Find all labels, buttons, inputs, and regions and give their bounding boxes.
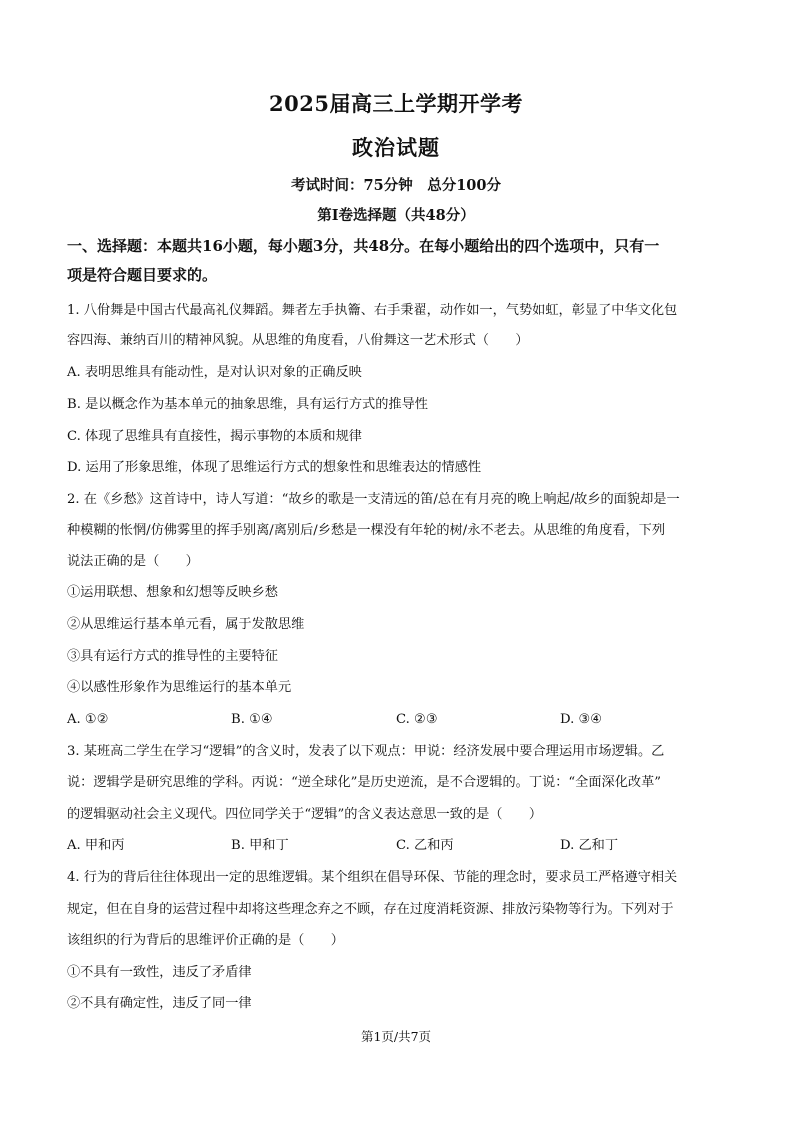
q3-option-d: D. 乙和丁 <box>560 838 619 853</box>
section-instruction <box>67 232 737 290</box>
q4-stem-line-3: 该组织的行为背后的思维评价正确的是（ ） <box>67 933 344 948</box>
q1-stem-line-2: 容四海、兼纳百川的精神风貌。从思维的角度看，八佾舞这一艺术形式（ ） <box>67 333 529 348</box>
part-heading: 第Ⅰ卷选择题（共48分） <box>317 207 475 224</box>
q1-option-a: A. 表明思维具有能动性，是对认识对象的正确反映 <box>67 365 362 380</box>
q1-option-d: D. 运用了形象思维，体现了思维运行方式的想象性和思维表达的情感性 <box>67 460 482 475</box>
q4-stem-line-1: 4. 行为的背后往往体现出一定的思维逻辑。某个组织在倡导环保、节能的理念时，要求员工严格遵守相关 <box>67 870 678 885</box>
q1-stem-line-1: 1. 八佾舞是中国古代最高礼仪舞蹈。舞者左手执籥、右手秉翟，动作如一，气势如虹，彰显了中华文化包 <box>67 303 678 318</box>
subject-title: 政治试题 <box>352 135 440 160</box>
q3-option-c: C. 乙和丙 <box>396 838 454 853</box>
q4-item-2: ②不具有确定性，违反了同一律 <box>67 996 252 1011</box>
instruction-line-1: 一、选择题：本题共16小题，每小题3分，共48分。在每小题给出的四个选项中，只有一 <box>67 237 660 255</box>
q2-item-1: ①运用联想、想象和幻想等反映乡愁 <box>67 585 278 600</box>
q4-stem-line-2: 规定，但在自身的运营过程中却将这些理念弃之不顾，存在过度消耗资源、排放污染物等行为。下列对于 <box>67 902 674 917</box>
instruction-line-2: 项是符合题目要求的。 <box>67 266 218 284</box>
q2-option-c: C. ②③ <box>396 712 438 727</box>
q2-item-2: ②从思维运行基本单元看，属于发散思维 <box>67 617 305 632</box>
q3-option-b: B. 甲和丁 <box>231 838 289 853</box>
q3-stem-line-1: 3. 某班高二学生在学习“逻辑”的含义时，发表了以下观点：甲说：经济发展中要合理运用市场逻辑。乙 <box>67 744 665 759</box>
q2-stem-line-2: 种模糊的怅惘/仿佛雾里的挥手别离/离别后/乡愁是一棵没有年轮的树/永不老去。从思维的角度看，下列 <box>67 523 666 538</box>
exam-title: 2025届高三上学期开学考 <box>269 91 523 116</box>
q3-stem-line-3: 的逻辑驱动社会主义现代。四位同学关于“逻辑”的含义表达意思一致的是（ ） <box>67 807 543 822</box>
page-number: 第1页/共7页 <box>360 1029 432 1044</box>
time-and-score: 考试时间：75分钟 总分100分 <box>291 177 501 194</box>
q2-item-3: ③具有运行方式的推导性的主要特征 <box>67 649 278 664</box>
q3-option-a: A. 甲和丙 <box>67 838 125 853</box>
q2-item-4: ④以感性形象作为思维运行的基本单元 <box>67 680 292 695</box>
q2-option-a: A. ①② <box>67 712 109 727</box>
q2-stem-line-1: 2. 在《乡愁》这首诗中，诗人写道：“故乡的歌是一支清远的笛/总在有月亮的晚上响起/故乡的面貌却是一 <box>67 492 680 507</box>
q2-stem-line-3: 说法正确的是（ ） <box>67 554 199 569</box>
q3-stem-line-2: 说：逻辑学是研究思维的学科。丙说：“逆全球化”是历史逆流，是不合逻辑的。丁说：“全面深化改革” <box>67 775 662 790</box>
q1-option-b: B. 是以概念作为基本单元的抽象思维，具有运行方式的推导性 <box>67 397 428 412</box>
q2-option-d: D. ③④ <box>560 712 603 727</box>
q1-option-c: C. 体现了思维具有直接性，揭示事物的本质和规律 <box>67 429 362 444</box>
q2-option-b: B. ①④ <box>231 712 273 727</box>
q4-item-1: ①不具有一致性，违反了矛盾律 <box>67 965 252 980</box>
